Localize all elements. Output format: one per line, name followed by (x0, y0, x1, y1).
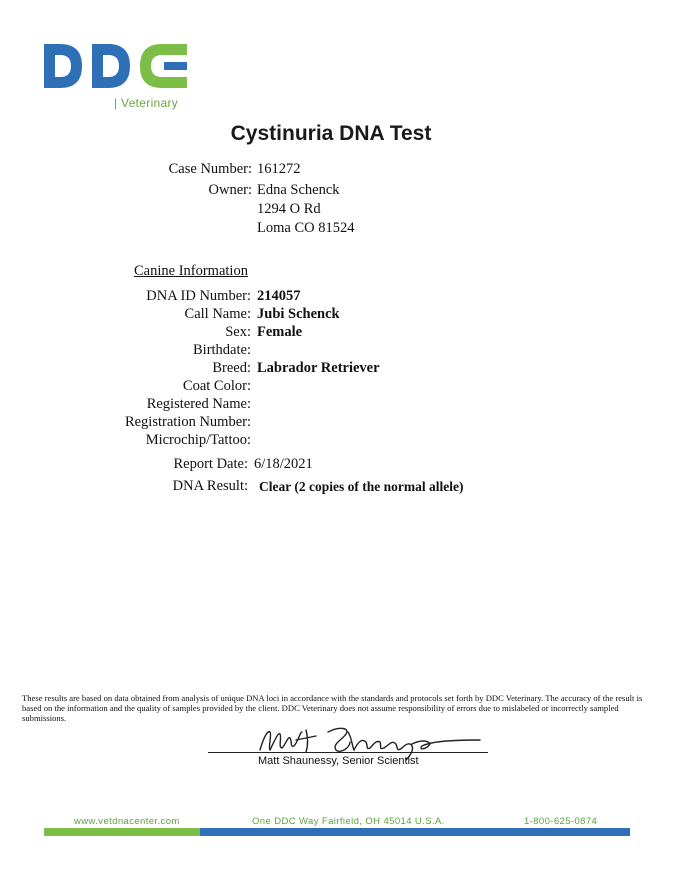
field-label: Coat Color: (182, 378, 251, 394)
footer-bar-blue (200, 828, 630, 836)
report-date-label: Report Date: (173, 456, 248, 472)
footer-address: One DDC Way Fairfield, OH 45014 U.S.A. (252, 816, 445, 827)
footer-website: www.vetdnacenter.com (74, 816, 180, 827)
field-label: Birthdate: (193, 342, 251, 358)
field-label: Sex: (225, 324, 251, 340)
case-number-value: 161272 (257, 161, 301, 177)
page-title: Cystinuria DNA Test (230, 122, 432, 145)
field-label: Registration Number: (124, 414, 251, 430)
owner-address-line2: Loma CO 81524 (257, 220, 355, 236)
report-date-value: 6/18/2021 (254, 456, 313, 472)
logo-tagline: | Veterinary (114, 96, 179, 110)
footer-phone: 1-800-625-0874 (524, 816, 598, 827)
owner-label: Owner: (208, 182, 252, 198)
case-number-label: Case Number: (168, 161, 252, 177)
field-label: DNA ID Number: (146, 288, 251, 304)
field-label: Registered Name: (146, 396, 251, 412)
field-value: Labrador Retriever (257, 360, 380, 376)
signature-line (208, 752, 488, 753)
field-label: Call Name: (184, 306, 251, 322)
signatory-name: Matt Shaunessy, Senior Scientist (258, 755, 419, 767)
dna-result-label: DNA Result: (172, 478, 248, 494)
field-value: Female (257, 324, 303, 340)
owner-address-line1: 1294 O Rd (257, 201, 321, 217)
field-label: Microchip/Tattoo: (145, 432, 251, 448)
field-label: Breed: (212, 360, 251, 376)
field-value: Jubi Schenck (257, 306, 340, 322)
owner-name: Edna Schenck (257, 182, 340, 198)
footer-bar-green (44, 828, 200, 836)
canine-info-heading: Canine Information (134, 263, 248, 279)
disclaimer-text: These results are based on data obtained from analysis of unique DNA loci in accordance with the standards and protocols set forth by DDC Veterinary. The accuracy of the result is based on the information and the quality of samples provided by the client. DDC Veterinary does not assume responsibility of errors due to mislabeled or incorrectly sampled submissions. (22, 693, 643, 723)
dna-result-value: Clear (2 copies of the normal allele) (259, 479, 464, 494)
field-value: 214057 (257, 288, 301, 304)
